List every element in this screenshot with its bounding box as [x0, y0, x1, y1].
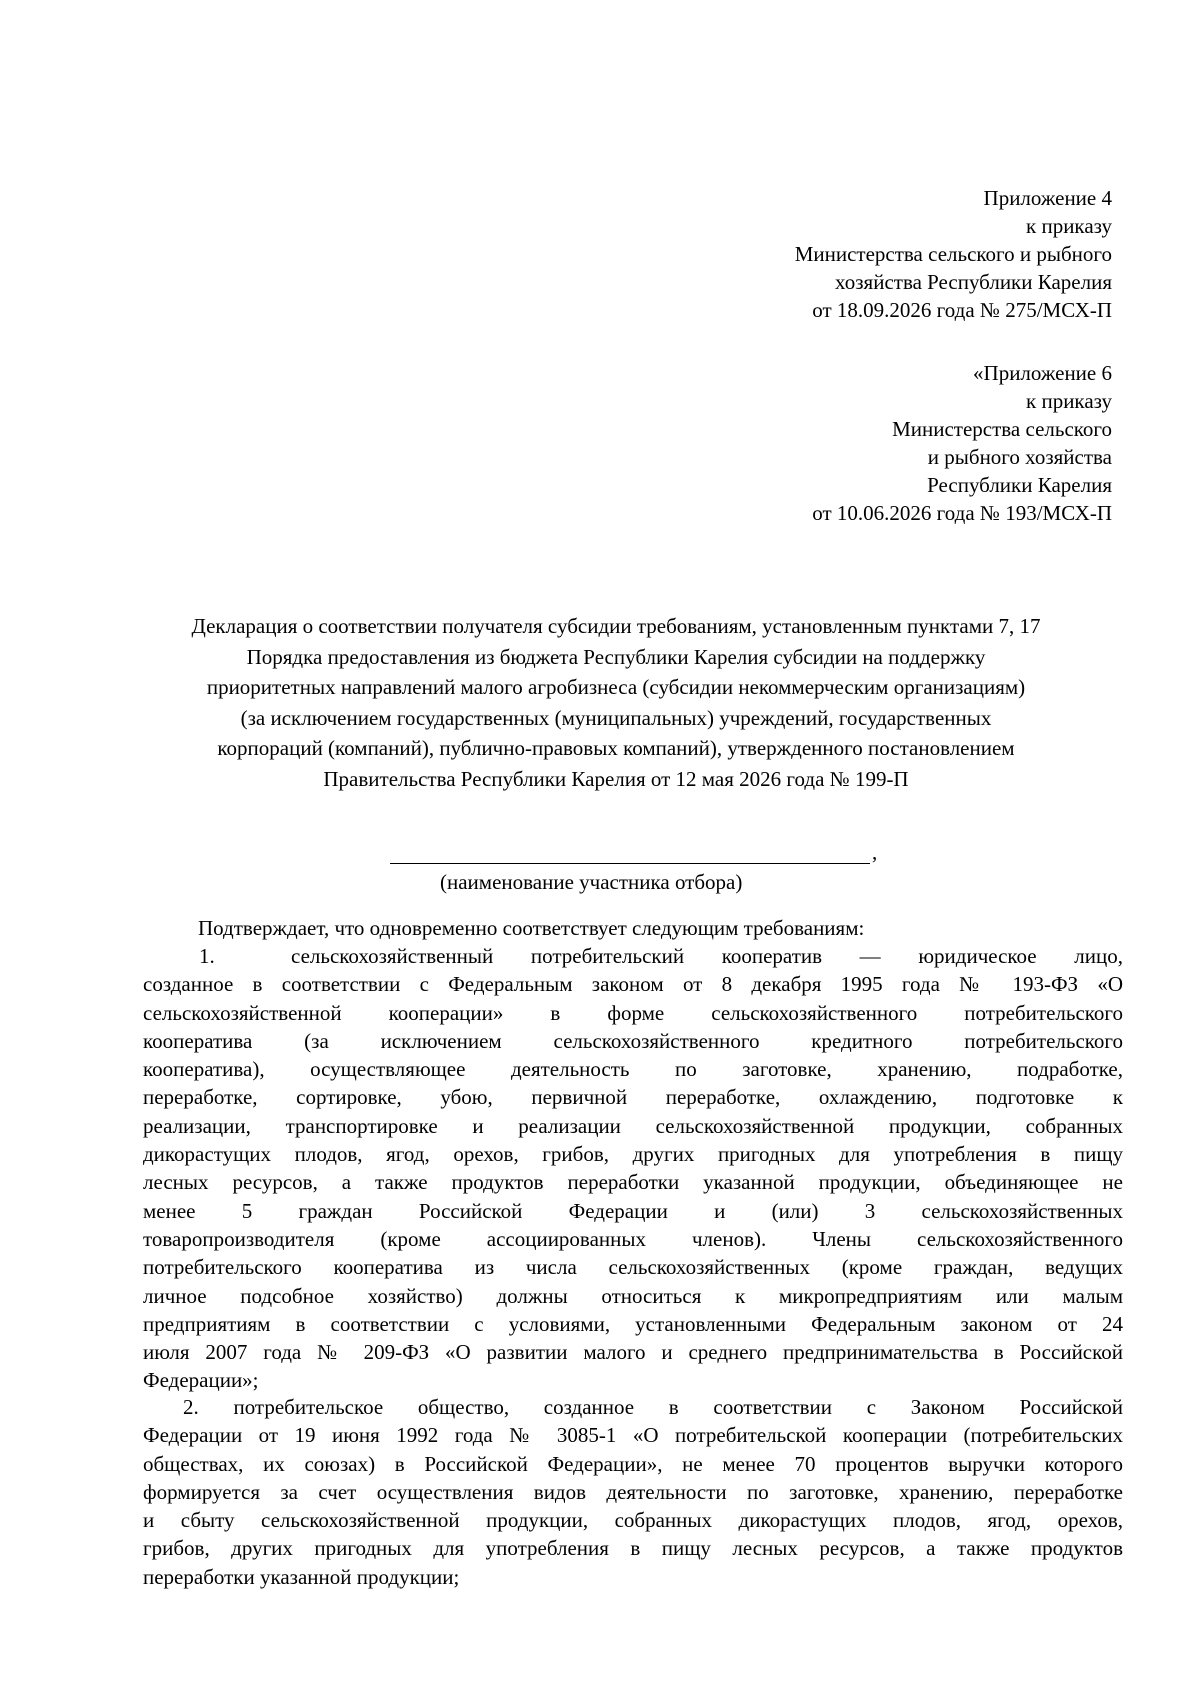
item-line: сельскохозяйственной кооперации» в форме сельскохозяйственного потребительского: [143, 1000, 1123, 1025]
title-line: (за исключением государственных (муниципальных) учреждений, государственных: [240, 705, 992, 730]
item-line: дикорастущих плодов, ягод, орехов, грибов, других пригодных для употребления в пищу: [143, 1142, 1123, 1167]
requirement-item-1: [143, 942, 1123, 1395]
appendix-header-previous: [812, 359, 1112, 527]
item-line: лесных ресурсов, а также продуктов переработки указанной продукции, объединяющее не: [143, 1170, 1123, 1195]
item-line: предприятиям в соответствии с условиями, установленными Федеральным законом от 24: [143, 1311, 1123, 1336]
item-line: формируется за счет осуществления видов деятельности по заготовке, хранению, переработке: [143, 1479, 1123, 1504]
appendix-line: к приказу: [1026, 389, 1112, 413]
title-line: Правительства Республики Карелия от 12 мая 2026 года № 199-П: [323, 766, 909, 791]
appendix-line: Министерства сельского и рыбного: [794, 242, 1112, 266]
participant-caption: (наименование участника отбора): [440, 870, 743, 894]
item-line: Федерации от 19 июня 1992 года № 3085-1 «О потребительской кооперации (потребительских: [143, 1423, 1123, 1448]
item-line: переработки указанной продукции;: [143, 1564, 460, 1589]
requirement-item-2: [143, 1393, 1123, 1591]
item-line: менее 5 граждан Российской Федерации и (или) 3 сельскохозяйственных: [143, 1198, 1123, 1223]
item-line: товаропроизводителя (кроме ассоциированных членов). Члены сельскохозяйственного: [143, 1226, 1123, 1251]
appendix-line: Министерства сельского: [892, 417, 1112, 441]
participant-name-field: [390, 838, 878, 866]
item-line: кооператива), осуществляющее деятельность по заготовке, хранению, подработке,: [143, 1057, 1123, 1082]
appendix-line: к приказу: [1026, 214, 1112, 238]
title-line: Порядка предоставления из бюджета Республики Карелия субсидии на поддержку: [246, 644, 986, 669]
item-line: [143, 1393, 1123, 1421]
item-line: созданное в соответствии с Федеральным законом от 8 декабря 1995 года № 193-ФЗ «О: [143, 972, 1123, 997]
appendix-line: Республики Карелия: [927, 473, 1112, 497]
title-line: Декларация о соответствии получателя субсидии требованиям, установленным пунктами 7, 17: [191, 614, 1041, 638]
item-line: потребительского кооператива из числа сельскохозяйственных (кроме граждан, ведущих: [143, 1255, 1123, 1280]
item-line: и сбыту сельскохозяйственной продукции, собранных дикорастущих плодов, ягод, орехов,: [143, 1508, 1123, 1533]
appendix-line: Приложение 4: [983, 186, 1112, 210]
item-line: июля 2007 года № 209-ФЗ «О развитии малого и среднего предпринимательства в Российской: [143, 1340, 1123, 1365]
participant-underline: [390, 863, 870, 864]
item-line: грибов, других пригодных для употребления в пищу лесных ресурсов, а также продуктов: [143, 1536, 1123, 1561]
intro-paragraph: Подтверждает, что одновременно соответствует следующим требованиям:: [198, 916, 865, 940]
title-line: приоритетных направлений малого агробизнеса (субсидии некоммерческим организациям): [206, 675, 1026, 699]
item-line: Федерации»;: [143, 1368, 259, 1393]
item-line: кооператива (за исключением сельскохозяйственного кредитного потребительского: [143, 1028, 1123, 1053]
item-line: личное подсобное хозяйство) должны относиться к микропредприятиям или малым: [143, 1283, 1123, 1308]
declaration-title: [120, 611, 1112, 794]
appendix-line: и рыбного хозяйства: [927, 445, 1112, 469]
item-number: 1.: [199, 944, 215, 968]
item-line: переработке, сортировке, убою, первичной переработке, охлаждению, подготовке к: [143, 1085, 1123, 1110]
title-line: корпораций (компаний), публично-правовых компаний), утвержденного постановлением: [217, 736, 1015, 760]
appendix-header-current: [795, 184, 1112, 324]
item-text: сельскохозяйственный потребительский кооператив — юридическое лицо,: [291, 944, 1123, 968]
item-line: [143, 942, 1123, 970]
item-number: 2.: [183, 1395, 199, 1419]
item-line: обществах, их союзах) в Российской Федерации», не менее 70 процентов выручки которого: [143, 1451, 1123, 1476]
participant-comma: ,: [872, 840, 878, 864]
item-line: реализации, транспортировке и реализации сельскохозяйственной продукции, собранных: [143, 1113, 1123, 1138]
appendix-line: хозяйства Республики Карелия: [835, 270, 1112, 294]
appendix-line: от 10.06.2026 года № 193/МСХ-П: [812, 501, 1112, 525]
appendix-line: «Приложение 6: [973, 361, 1112, 385]
item-text: потребительское общество, созданное в соответствии с Законом Российской: [233, 1395, 1124, 1419]
appendix-line: от 18.09.2026 года № 275/МСХ-П: [812, 298, 1112, 322]
